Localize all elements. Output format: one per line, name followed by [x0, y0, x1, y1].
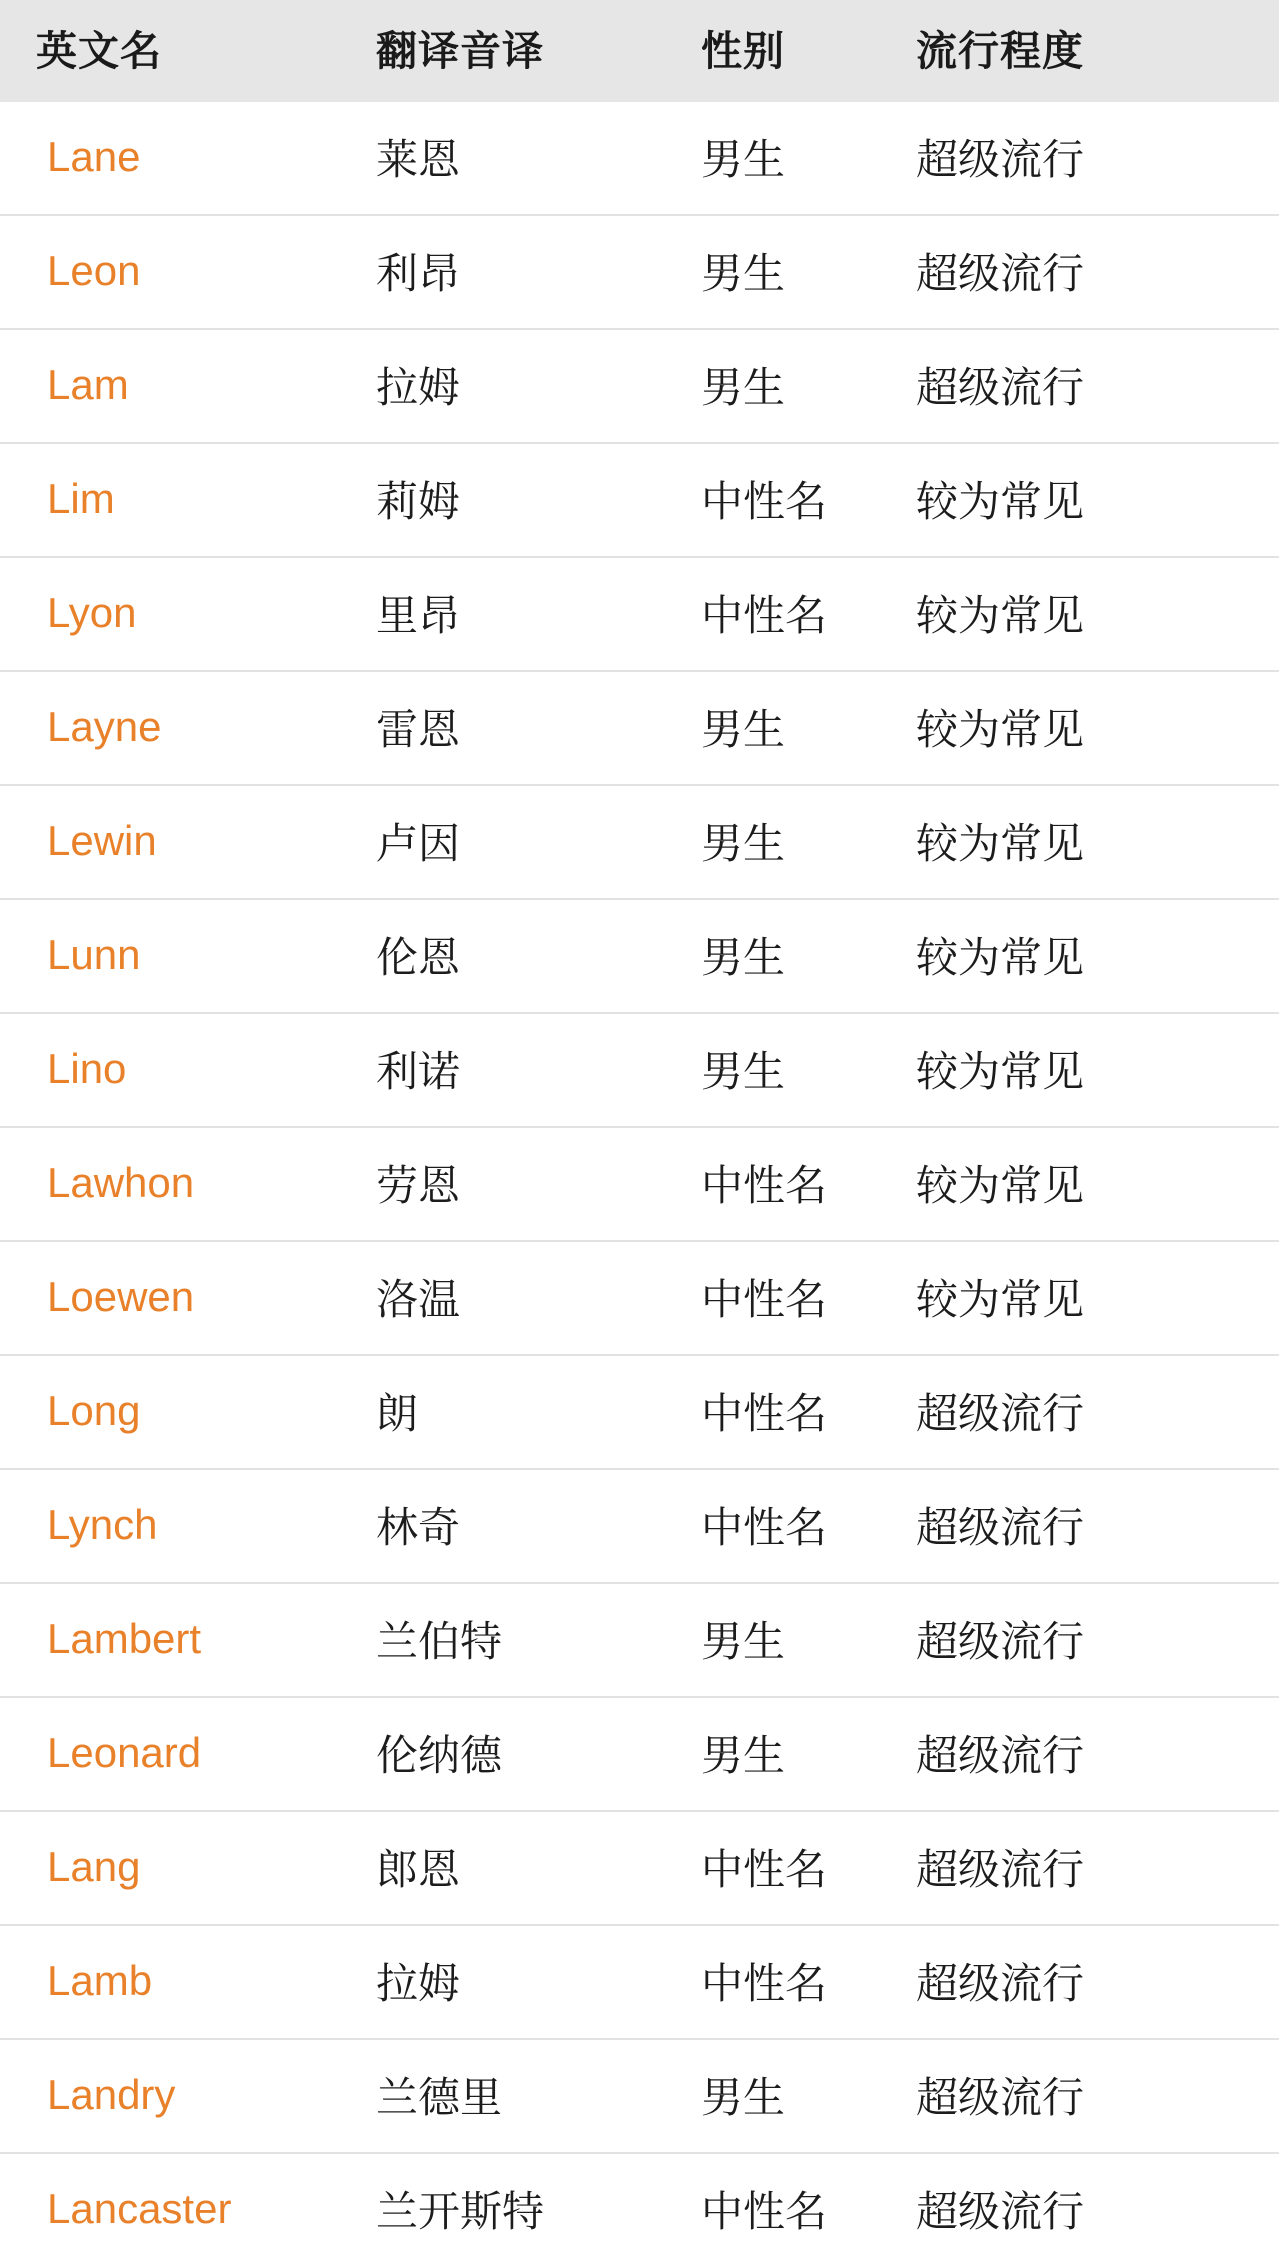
cell-gender: 男生: [685, 899, 900, 1013]
cell-gender: 男生: [685, 1697, 900, 1811]
cell-popularity: 超级流行: [900, 329, 1279, 443]
cell-popularity: 超级流行: [916, 2188, 1085, 2235]
table-row: [0, 329, 1279, 443]
cell-gender: 中性名: [685, 1469, 900, 1583]
table-row: [0, 1925, 1279, 2039]
cell-translation: 兰德里: [345, 2039, 685, 2153]
table-row: [0, 1697, 1279, 1811]
cell-gender: 男生: [685, 329, 900, 443]
cell-popularity: 较为常见: [900, 899, 1279, 1013]
cell-gender: 中性名: [685, 1355, 900, 1469]
cell-translation: 洛温: [345, 1241, 685, 1355]
cell-english-name[interactable]: Lynch: [0, 1469, 345, 1583]
cell-translation: 兰开斯特: [376, 2188, 545, 2235]
cell-english-name[interactable]: Lam: [0, 329, 345, 443]
cell-english-name[interactable]: Lambert: [0, 1583, 345, 1697]
cell-popularity: 较为常见: [900, 1241, 1279, 1355]
cell-translation: 朗: [345, 1355, 685, 1469]
cell-gender: 中性名: [685, 1241, 900, 1355]
table-header-row: [0, 0, 1279, 102]
cell-translation: 拉姆: [345, 1925, 685, 2039]
cell-popularity: 较为常见: [900, 443, 1279, 557]
cell-translation: 里昂: [345, 557, 685, 671]
cell-popularity: 超级流行: [900, 1583, 1279, 1697]
cell-english-name[interactable]: Lyon: [0, 557, 345, 671]
cell-english-name[interactable]: Landry: [0, 2039, 345, 2153]
cell-translation: 利诺: [345, 1013, 685, 1127]
cell-popularity: 较为常见: [900, 785, 1279, 899]
table-row: [0, 215, 1279, 329]
cell-popularity: 超级流行: [900, 2039, 1279, 2153]
cell-english-name[interactable]: Lewin: [0, 785, 345, 899]
table-row: [0, 102, 1279, 215]
cell-english-name[interactable]: Lang: [0, 1811, 345, 1925]
cell-popularity: 超级流行: [900, 1811, 1279, 1925]
cell-translation: 雷恩: [345, 671, 685, 785]
cell-gender: 中性名: [685, 443, 900, 557]
cell-popularity: 超级流行: [900, 1469, 1279, 1583]
cell-popularity: 超级流行: [900, 1697, 1279, 1811]
cell-popularity: 较为常见: [900, 557, 1279, 671]
cell-gender: 男生: [685, 1583, 900, 1697]
cell-popularity: 超级流行: [900, 102, 1279, 215]
table-row: [0, 1013, 1279, 1127]
cell-popularity: 超级流行: [900, 215, 1279, 329]
cell-translation: 林奇: [345, 1469, 685, 1583]
column-header-translation: 翻译音译: [345, 0, 685, 102]
table-row: [0, 1583, 1279, 1697]
cell-gender: 男生: [685, 102, 900, 215]
cell-popularity: 较为常见: [900, 671, 1279, 785]
cell-popularity: 超级流行: [900, 1355, 1279, 1469]
cell-gender: 男生: [685, 1013, 900, 1127]
cell-english-name[interactable]: Lancaster: [47, 2185, 232, 2232]
table-row: [0, 443, 1279, 557]
table-row: [0, 2153, 1279, 2266]
cell-translation: 卢因: [345, 785, 685, 899]
cell-translation: 伦纳德: [345, 1697, 685, 1811]
cell-translation: 伦恩: [345, 899, 685, 1013]
table-row: [0, 899, 1279, 1013]
cell-gender: 中性名: [685, 1127, 900, 1241]
table-row: [0, 1127, 1279, 1241]
column-header-popularity: 流行程度: [900, 0, 1279, 102]
table-row: [0, 1469, 1279, 1583]
cell-translation: 利昂: [345, 215, 685, 329]
cell-gender: 中性名: [685, 1925, 900, 2039]
cell-english-name[interactable]: Lawhon: [0, 1127, 345, 1241]
cell-english-name[interactable]: Lim: [0, 443, 345, 557]
cell-popularity: 较为常见: [900, 1013, 1279, 1127]
table-row: [0, 557, 1279, 671]
cell-translation: 兰伯特: [345, 1583, 685, 1697]
cell-popularity: 较为常见: [900, 1127, 1279, 1241]
cell-popularity: 超级流行: [900, 1925, 1279, 2039]
cell-english-name[interactable]: Lino: [0, 1013, 345, 1127]
table-row: [0, 671, 1279, 785]
cell-english-name[interactable]: Long: [0, 1355, 345, 1469]
cell-english-name[interactable]: Lane: [0, 102, 345, 215]
cell-gender: 男生: [685, 2039, 900, 2153]
table-row: [0, 1241, 1279, 1355]
cell-english-name[interactable]: Layne: [0, 671, 345, 785]
table-row: [0, 1811, 1279, 1925]
table-row: [0, 1355, 1279, 1469]
table-row: [0, 785, 1279, 899]
cell-gender: 男生: [685, 785, 900, 899]
cell-translation: 拉姆: [345, 329, 685, 443]
cell-gender: 中性名: [685, 1811, 900, 1925]
table-body: [0, 102, 1279, 2266]
cell-english-name[interactable]: Leonard: [0, 1697, 345, 1811]
column-header-gender: 性别: [685, 0, 900, 102]
column-header-english-name: 英文名: [0, 0, 345, 102]
cell-english-name[interactable]: Lunn: [0, 899, 345, 1013]
cell-translation: 莉姆: [345, 443, 685, 557]
cell-gender: 中性名: [701, 2188, 828, 2235]
cell-english-name[interactable]: Loewen: [0, 1241, 345, 1355]
cell-gender: 男生: [685, 671, 900, 785]
cell-translation: 劳恩: [345, 1127, 685, 1241]
cell-gender: 男生: [685, 215, 900, 329]
cell-translation: 郎恩: [345, 1811, 685, 1925]
table-header: [0, 0, 1279, 102]
cell-translation: 莱恩: [345, 102, 685, 215]
table-row: [0, 2039, 1279, 2153]
cell-english-name[interactable]: Lamb: [0, 1925, 345, 2039]
cell-gender: 中性名: [685, 557, 900, 671]
cell-english-name[interactable]: Leon: [0, 215, 345, 329]
